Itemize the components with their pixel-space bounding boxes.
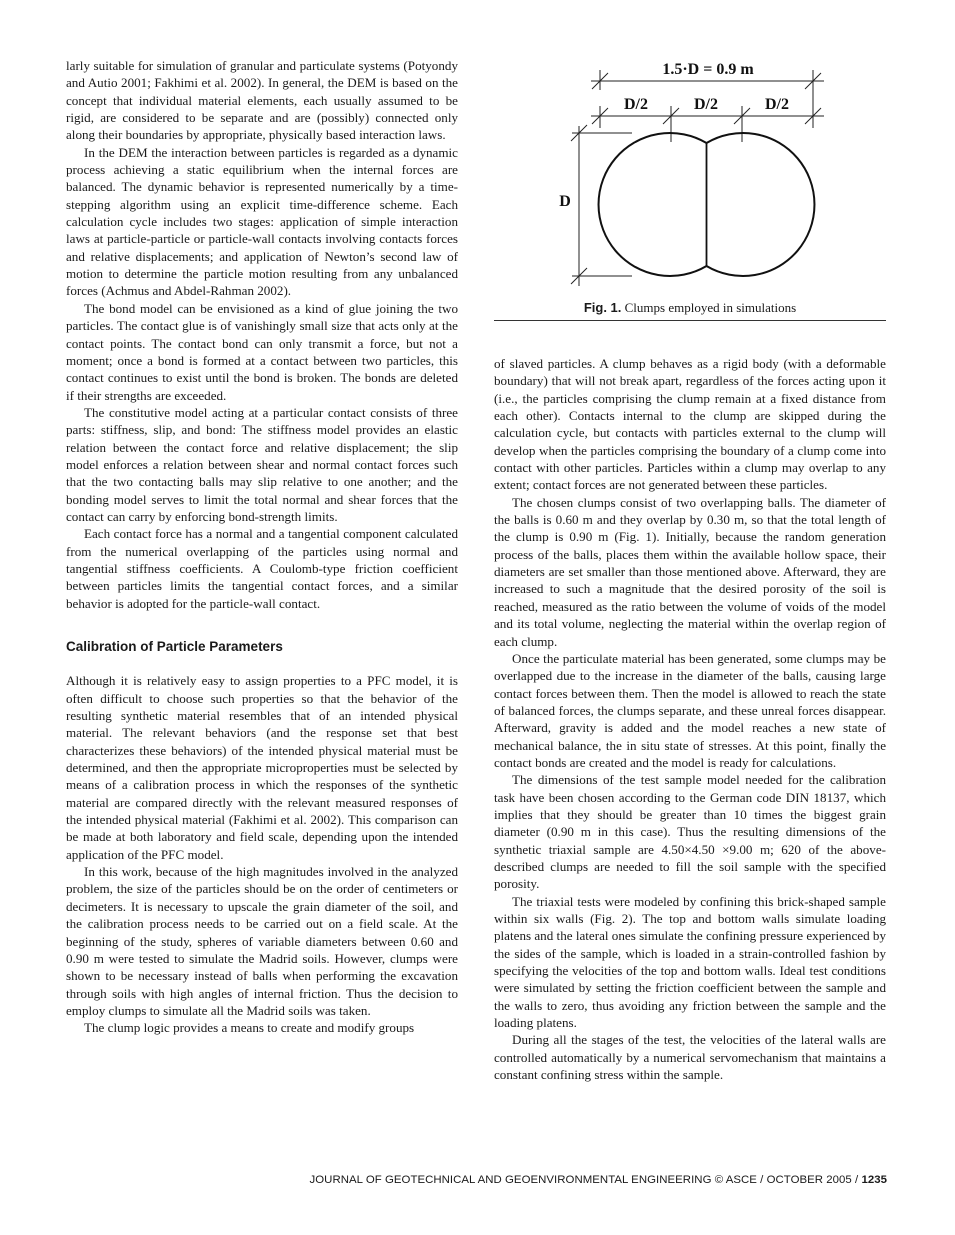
dimension-total-label: 1.5·D = 0.9 m	[662, 61, 754, 78]
paragraph: Although it is relatively easy to assign properties to a PFC model, it is often difficult to choose such properties so that the behavior of the resulting synthetic material resembles that of an intended physical material. The relevant behaviors (and the response set that best characterizes these behaviors) of the intended physical material must be determined, and then the appropriate microproperties must be selected by means of a calibration process in which the responses of the synthetic material are compared directly with the relevant measured responses of the intended physical material (Fakhimi et al. 2002). This comparison can be made at both laboratory and field scale, depending upon the intended application of the PFC model.	[66, 673, 458, 862]
paragraph: The bond model can be envisioned as a kind of glue joining the two particles. The contact glue is of vanishingly small size that acts only at the contact points. The contact bond can only transmit a force, but not a moment; once a bond is formed at a contact between two particles, this contact continues to exist until the bond is broken. The bonds are deleted if their strengths are exceeded.	[66, 300, 458, 403]
journal-citation: JOURNAL OF GEOTECHNICAL AND GEOENVIRONMENTAL ENGINEERING © ASCE / OCTOBER 2005 /	[309, 1174, 862, 1186]
clump-diagram	[494, 48, 886, 298]
dimension-segment-label: D/2	[624, 96, 648, 113]
paragraph: Each contact force has a normal and a tangential component calculated from the numerical overlapping of the particles using normal and tangential stiffness coefficients. A Coulomb-type friction coefficient between particles limits the tangential contact forces, and a similar behavior is adopted for the particle-wall contact.	[66, 526, 458, 611]
figure-1	[494, 48, 886, 324]
right-column	[494, 355, 886, 1083]
left-column	[66, 57, 458, 1037]
paragraph: Once the particulate material has been generated, some clumps may be overlapped due to the increase in the diameter of the balls, causing large contact forces between them. Then the model is allowed to reach the state of balanced forces, the clumps separate, and these unreal forces disappear. Afterward, gravity is added and the model reaches a new state of mechanical balance, the in situ state of stresses. At this point, finally the contact bonds are created and the model is ready for calculations.	[494, 650, 886, 770]
page-number: 1235	[861, 1174, 887, 1186]
section-heading: Calibration of Particle Parameters	[66, 639, 283, 654]
figure-caption	[494, 300, 886, 316]
paragraph: In this work, because of the high magnitudes involved in the analyzed problem, the size of the particles should be on the order of centimeters or decimeters. It is necessary to upscale the grain diameter of the soil, and the calibration process needs to be carried out on a field scale. At the beginning of the study, spheres of variable diameters between 0.60 and 0.90 m were tested to simulate the Madrid soils. However, clumps were shown to be necessary instead of balls when performing the excavation through soils with high angles of internal friction. Thus the decision to employ clumps to simulate all the Madrid soils was taken.	[66, 864, 458, 1018]
paragraph: The clump logic provides a means to create and modify groups	[84, 1020, 415, 1036]
paragraph: The triaxial tests were modeled by confining this brick-shaped sample within six walls (Fig. 2). The top and bottom walls simulate loading platens and the lateral ones simulate the confining pressure experienced by the sides of the sample, which is loaded in a strain-controlled fashion by specifying the velocities of the top and bottom walls. Ideal test conditions were simulated by setting the friction coefficient between the sample and the walls to zero, thus avoiding any friction between the sample and the loading platens.	[494, 893, 886, 1031]
paragraph: The chosen clumps consist of two overlapping balls. The diameter of the balls is 0.60 m and they overlap by 0.30 m, so that the total length of the clump is 0.90 m (Fig. 1). Initially, because the random generation process of the balls, places them within the available hollow space, their diameters are set smaller than those mentioned above. Afterward, they are increased to such a magnitude that the desired porosity of the soil is reached, measured as the ratio between the volume of voids of the model and its total volume, neglecting the material within the overlap region of each clump.	[494, 494, 886, 649]
paragraph: The dimensions of the test sample model needed for the calibration task have been chosen according to the German code DIN 18137, which implies that they should be greater than 10 times the biggest grain diameter (0.90 m in this case). Thus the resulting dimensions of the synthetic triaxial sample are 4.50×4.50 ×9.00 m; 620 of the above-described clumps are needed to fill the soil sample with the specified porosity.	[494, 772, 886, 892]
paragraph: of slaved particles. A clump behaves as a rigid body (with a deformable boundary) that will not break apart, regardless of the forces acting upon it (i.e., the particles comprising the clump remain at a fixed distance from each other). Contacts internal to the clump are skipped during the calculation cycle, but contacts with particles external to the clump will develop when the particles comprising the boundary of a clump come into contact with other particles. Particles within a clump may overlap to any extent; contact forces are not generated between these particles.	[494, 356, 886, 493]
dimension-segment-label: D/2	[694, 96, 718, 113]
dimension-segment-label: D/2	[765, 96, 789, 113]
page-footer	[310, 1174, 887, 1186]
figure-label: Fig. 1.	[583, 300, 622, 315]
paragraph: The constitutive model acting at a particular contact consists of three parts: stiffness, slip, and bond: The stiffness model provides an elastic relation between the contact force and relative displacement; the slip model enforces a relation between shear and normal contact forces such that the two contacting balls may slip relative to one another; and the bonding model serves to limit the total normal and shear forces that the contact can carry by enforcing bond-strength limits.	[66, 404, 458, 524]
paragraph: In the DEM the interaction between particles is regarded as a dynamic process achieving a static equilibrium when the internal forces are balanced. The dynamic behavior is represented numerically by a time-stepping algorithm using an explicit time-difference scheme. Each calculation cycle includes two stages: application of simple interaction laws at particle-particle or particle-wall contacts involving contacts forces and relative displacements; and application of Newton’s second law of motion to determine the particle motion resulting from any unbalanced forces (Achmus and Abdel-Rahman 2002).	[66, 144, 458, 299]
figure-caption-text: Clumps employed in simulations	[621, 300, 797, 315]
paragraph: larly suitable for simulation of granular and particulate systems (Potyondy and Autio 2001; Fakhimi et al. 2002). In general, the DEM is based on the concept that individual material elements, each usually assumed to be rigid, are considered to be separate and are (possibly) connected only along their boundaries by appropriate, physically based interaction laws.	[66, 58, 458, 143]
paragraph: During all the stages of the test, the velocities of the lateral walls are controlled automatically by a numerical servomechanism that maintains a constant confining stress within the sample.	[494, 1032, 886, 1083]
dimension-height-label: D	[559, 193, 571, 210]
figure-divider	[494, 320, 886, 321]
